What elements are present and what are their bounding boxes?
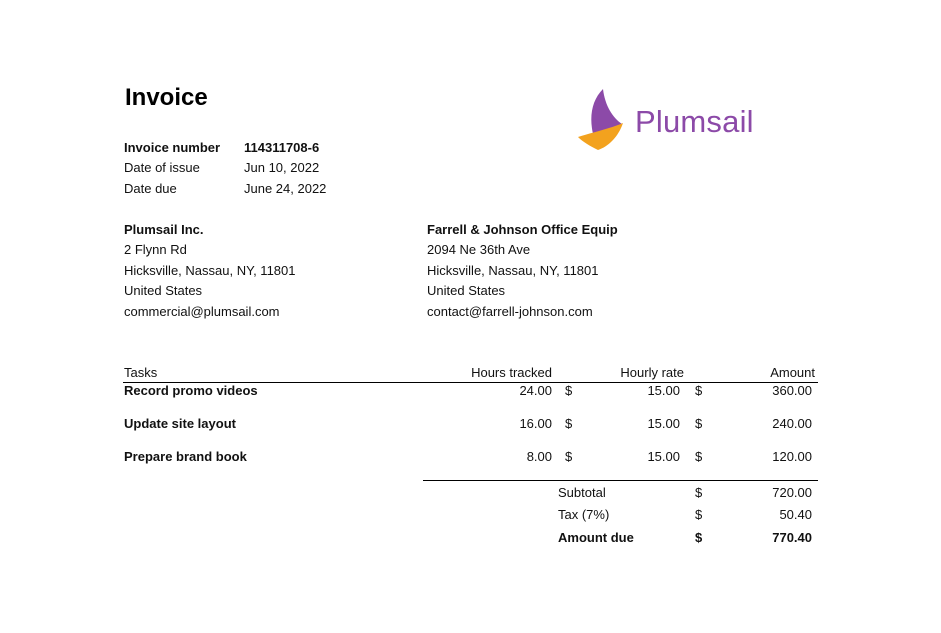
amount-due-value: 770.40 [772,530,812,545]
table-row-task: Update site layout [124,416,236,431]
buyer-name: Farrell & Johnson Office Equip [427,222,618,237]
subtotal-value: 720.00 [772,485,812,500]
amount-due-label: Amount due [558,530,634,545]
table-row-task: Prepare brand book [124,449,247,464]
buyer-city: Hicksville, Nassau, NY, 11801 [427,263,599,278]
table-row-rate: 15.00 [647,449,680,464]
seller-country: United States [124,283,203,298]
table-row-amount-currency: $ [695,416,703,431]
table-row-rate: 15.00 [647,383,680,398]
subtotal-label: Subtotal [558,485,606,500]
seller-email: commercial@plumsail.com [124,304,280,319]
table-row-hours: 8.00 [526,449,552,464]
table-row-rate-currency: $ [565,383,573,398]
buyer-email: contact@farrell-johnson.com [427,304,593,319]
totals-rule [423,480,818,481]
table-row-rate: 15.00 [647,416,680,431]
header-hours: Hours tracked [471,365,552,380]
table-row-amount: 240.00 [772,416,812,431]
date-issue-label: Date of issue [124,160,200,175]
date-due-value: June 24, 2022 [244,181,327,196]
buyer-street: 2094 Ne 36th Ave [427,242,531,257]
table-row-rate-currency: $ [565,449,573,464]
table-row-amount: 120.00 [772,449,812,464]
table-row-hours: 16.00 [519,416,552,431]
invoice-number-label: Invoice number [124,140,221,155]
date-due-label: Date due [124,181,177,196]
tax-label: Tax (7%) [558,507,610,522]
invoice-title: Invoice [125,84,208,111]
invoice-number-value: 114311708-6 [244,140,320,155]
table-row-amount-currency: $ [695,383,703,398]
table-row-task: Record promo videos [124,383,258,398]
amount-due-currency: $ [695,530,703,545]
table-row-amount: 360.00 [772,383,812,398]
seller-street: 2 Flynn Rd [124,242,187,257]
header-rate: Hourly rate [620,365,684,380]
buyer-country: United States [427,283,506,298]
table-row-rate-currency: $ [565,416,573,431]
seller-city: Hicksville, Nassau, NY, 11801 [124,263,296,278]
table-row-hours: 24.00 [519,383,552,398]
date-issue-value: Jun 10, 2022 [244,160,320,175]
tax-value: 50.40 [779,507,812,522]
tax-currency: $ [695,507,703,522]
subtotal-currency: $ [695,485,703,500]
seller-name: Plumsail Inc. [124,222,204,237]
logo-wordmark: Plumsail [635,104,754,139]
plumsail-logo-icon [576,88,632,152]
table-row-amount-currency: $ [695,449,703,464]
header-tasks: Tasks [124,365,158,380]
header-amount: Amount [770,365,815,380]
